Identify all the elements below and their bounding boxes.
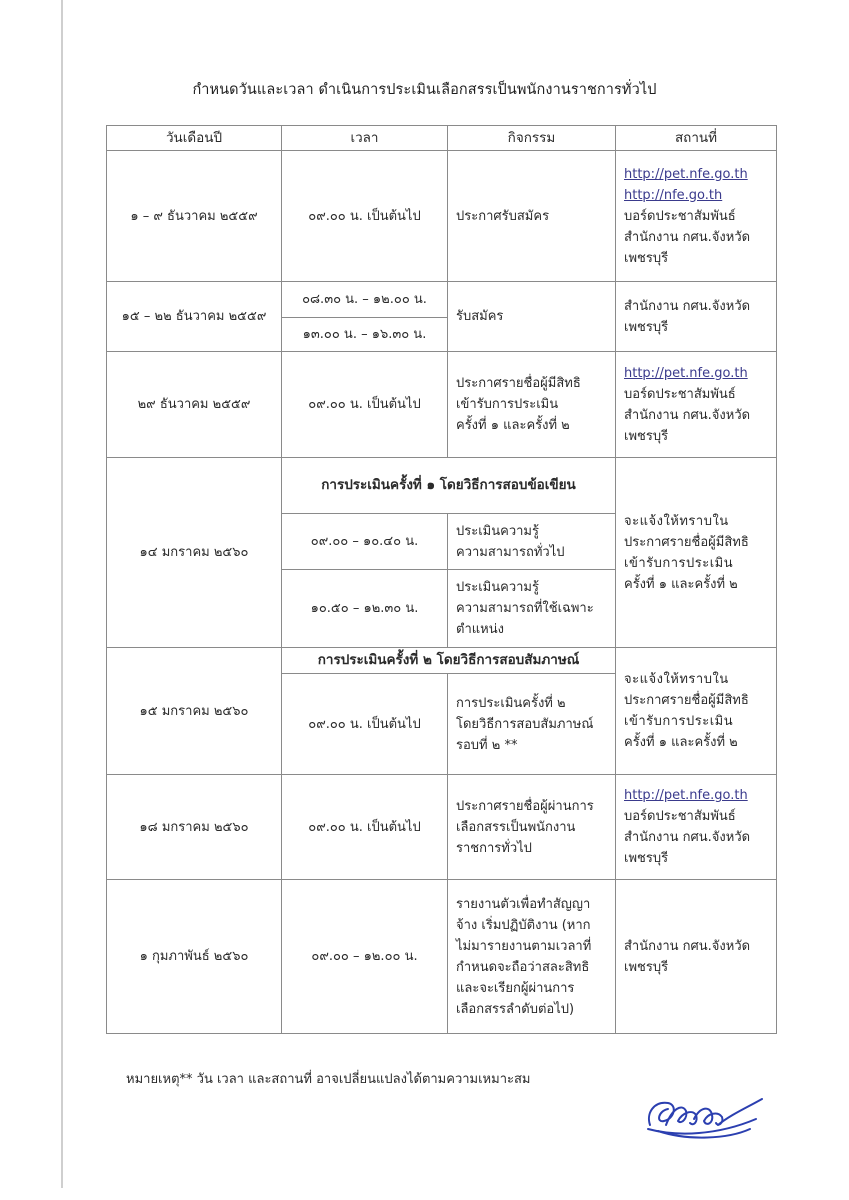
place-line: บอร์ดประชาสัมพันธ์ [624, 386, 736, 402]
activity-line: ครั้งที่ ๑ และครั้งที่ ๒ [456, 418, 570, 433]
header-date: วันเดือนปี [107, 126, 282, 151]
table-row [107, 151, 777, 282]
pet-nfe-link[interactable]: http://pet.nfe.go.th [624, 788, 748, 803]
page-title: กำหนดวันและเวลา ดำเนินการประเมินเลือกสรรเป็นพนักงานราชการทั่วไป [192, 82, 657, 98]
header-activity: กิจกรรม [448, 126, 616, 151]
place-line: สำนักงาน กศน.จังหวัด [624, 407, 751, 423]
place-line: สำนักงาน กศน.จังหวัด [624, 298, 751, 314]
row-activity: ประกาศรับสมัคร [448, 151, 616, 282]
row-time-morning: ๐๘.๓๐ น. – ๑๒.๐๐ น. [282, 282, 448, 318]
activity-line: ตำแหน่ง [456, 622, 504, 637]
row-place [616, 282, 777, 352]
header-place: สถานที่ [616, 126, 777, 151]
activity-line: จ้าง เริ่มปฏิบัติงาน (หาก [456, 917, 591, 933]
activity-line: โดยวิธีการสอบสัมภาษณ์ [456, 716, 594, 732]
activity-line: การประเมินครั้งที่ ๒ [456, 695, 566, 711]
row-date: ๑๔ มกราคม ๒๕๖๐ [107, 458, 282, 648]
row-place [616, 458, 777, 648]
pet-nfe-link[interactable]: http://pet.nfe.go.th [624, 365, 748, 381]
activity-line: ราชการทั่วไป [456, 840, 532, 856]
place-line: ประกาศรายชื่อผู้มีสิทธิ [624, 693, 749, 708]
pet-nfe-link[interactable]: http://pet.nfe.go.th [624, 166, 748, 182]
table-row [107, 648, 777, 674]
activity-line: ความสามารถทั่วไป [456, 544, 565, 560]
place-line: บอร์ดประชาสัมพันธ์ [624, 809, 736, 824]
activity-line: เลือกสรรเป็นพนักงาน [456, 819, 576, 835]
page-left-rule [61, 0, 63, 1188]
row-time-session-2: ๑๐.๕๐ – ๑๒.๓๐ น. [282, 570, 448, 648]
row-time: ๐๙.๐๐ – ๑๒.๐๐ น. [282, 880, 448, 1034]
activity-line: เลือกสรรลำดับต่อไป) [456, 1001, 575, 1017]
header-time: เวลา [282, 126, 448, 151]
table-row [107, 775, 777, 880]
row-time-afternoon: ๑๓.๐๐ น. – ๑๖.๓๐ น. [282, 318, 448, 352]
activity-line: รายงานตัวเพื่อทำสัญญา [456, 896, 591, 912]
table-row [107, 282, 777, 318]
place-line: ครั้งที่ ๑ และครั้งที่ ๒ [624, 576, 738, 592]
place-line: เพชรบุรี [624, 428, 669, 444]
row-place [616, 648, 777, 775]
activity-line: ความสามารถที่ใช้เฉพาะ [456, 601, 594, 616]
section-interview: การประเมินครั้งที่ ๒ โดยวิธีการสอบสัมภาษณ์ [282, 648, 616, 674]
activity-line: กำหนดจะถือว่าสละสิทธิ [456, 959, 590, 975]
activity-line: ประเมินความรู้ [456, 523, 539, 539]
place-line: สำนักงาน กศน.จังหวัด [624, 229, 751, 245]
place-line: ประกาศรายชื่อผู้มีสิทธิ [624, 534, 749, 550]
activity-line: เข้ารับการประเมิน [456, 397, 559, 412]
activity-line: ประเมินความรู้ [456, 580, 539, 595]
signature [638, 1085, 768, 1145]
place-line: เพชรบุรี [624, 959, 669, 975]
row-time: ๐๙.๐๐ น. เป็นต้นไป [282, 352, 448, 458]
row-place [616, 151, 777, 282]
row-activity-session-1 [448, 514, 616, 570]
row-time: ๐๙.๐๐ น. เป็นต้นไป [282, 775, 448, 880]
table-row [107, 352, 777, 458]
row-activity [448, 674, 616, 775]
footnote: หมายเหตุ** วัน เวลา และสถานที่ อาจเปลี่ยนแปลงได้ตามความเหมาะสม [126, 1072, 531, 1087]
activity-line: ประกาศรายชื่อผู้มีสิทธิ [456, 376, 581, 391]
place-line: เพชรบุรี [624, 319, 669, 335]
row-activity: รับสมัคร [448, 282, 616, 352]
row-place [616, 352, 777, 458]
row-activity-session-2 [448, 570, 616, 648]
place-line: เพชรบุรี [624, 851, 669, 866]
schedule-table [106, 125, 777, 1034]
activity-line: ไม่มารายงานตามเวลาที่ [456, 938, 592, 954]
activity-line: ประกาศรายชื่อผู้ผ่านการ [456, 798, 594, 814]
row-place [616, 880, 777, 1034]
row-activity [448, 352, 616, 458]
activity-line: รอบที่ ๒ ** [456, 737, 518, 753]
row-date: ๑ – ๙ ธันวาคม ๒๕๕๙ [107, 151, 282, 282]
activity-line: และจะเรียกผู้ผ่านการ [456, 980, 575, 996]
row-date: ๑๕ – ๒๒ ธันวาคม ๒๕๕๙ [107, 282, 282, 352]
section-written-exam: การประเมินครั้งที่ ๑ โดยวิธีการสอบข้อเขียน [282, 458, 616, 514]
table-row [107, 880, 777, 1034]
row-activity [448, 880, 616, 1034]
place-line: จะแจ้งให้ทราบใน [624, 672, 729, 687]
row-time: ๐๙.๐๐ น. เป็นต้นไป [282, 151, 448, 282]
place-line: ครั้งที่ ๑ และครั้งที่ ๒ [624, 735, 738, 750]
nfe-link[interactable]: http://nfe.go.th [624, 187, 723, 203]
place-line: จะแจ้งให้ทราบใน [624, 513, 729, 529]
place-line: บอร์ดประชาสัมพันธ์ [624, 208, 736, 224]
row-time: ๐๙.๐๐ น. เป็นต้นไป [282, 674, 448, 775]
signature-strokes [648, 1099, 762, 1138]
row-time-session-1: ๐๙.๐๐ – ๑๐.๔๐ น. [282, 514, 448, 570]
row-place [616, 775, 777, 880]
table-row [107, 458, 777, 514]
place-line: เพชรบุรี [624, 250, 669, 266]
place-line: สำนักงาน กศน.จังหวัด [624, 830, 751, 845]
row-date: ๑ กุมภาพันธ์ ๒๕๖๐ [107, 880, 282, 1034]
place-line: เข้ารับการประเมิน [624, 555, 734, 571]
table-header-row [107, 126, 777, 151]
row-activity [448, 775, 616, 880]
place-line: เข้ารับการประเมิน [624, 714, 734, 729]
row-date: ๑๕ มกราคม ๒๕๖๐ [107, 648, 282, 775]
row-date: ๑๘ มกราคม ๒๕๖๐ [107, 775, 282, 880]
row-date: ๒๙ ธันวาคม ๒๕๕๙ [107, 352, 282, 458]
place-line: สำนักงาน กศน.จังหวัด [624, 938, 751, 954]
